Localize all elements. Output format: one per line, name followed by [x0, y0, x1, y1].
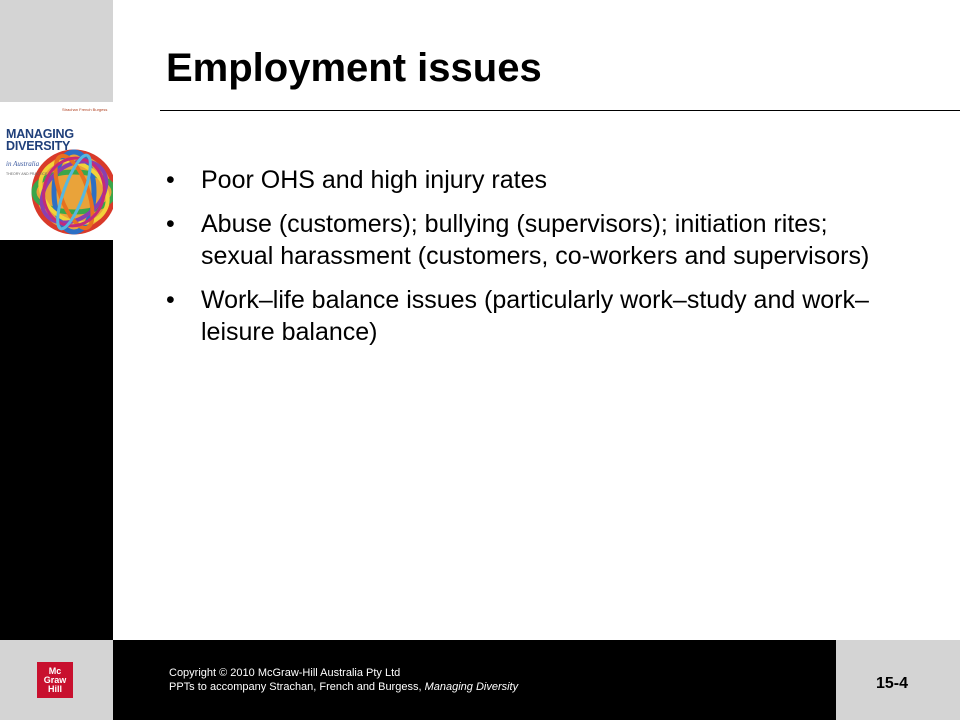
- sidebar-top-panel: [0, 0, 113, 102]
- slide-title: Employment issues: [166, 46, 542, 90]
- cover-title-line2: DIVERSITY: [6, 139, 71, 153]
- page-number: 15-4: [876, 675, 909, 692]
- cover-title-line1: MANAGING: [6, 127, 74, 141]
- mcgraw-hill-logo: [37, 662, 73, 698]
- cover-tagline: THEORY AND PRACTICE: [6, 172, 48, 176]
- bullet-dot: •: [166, 166, 175, 194]
- sidebar-black-panel: [0, 240, 113, 640]
- ppt-note-prefix: PPTs to accompany Strachan, French and Burgess,: [169, 681, 425, 693]
- copyright-text: Copyright © 2010 McGraw-Hill Australia Pty Ltd: [169, 667, 401, 679]
- bullet-item: [166, 164, 906, 196]
- bullet-text: Work–life balance issues (particularly work–study and work–leisure balance): [201, 286, 869, 346]
- footer-credits: [169, 666, 518, 694]
- bullet-list: [166, 164, 906, 360]
- logo-line-3: Hill: [47, 683, 62, 694]
- bullet-item: [166, 208, 906, 272]
- bullet-text: Poor OHS and high injury rates: [201, 166, 548, 194]
- ppt-note: [169, 680, 518, 694]
- cover-subtitle: in Australia: [6, 160, 40, 168]
- ppt-note-book-title: Managing Diversity: [424, 681, 519, 693]
- bullet-dot: •: [166, 210, 175, 238]
- logo-line-1: Mc: [48, 665, 62, 676]
- book-cover: [0, 102, 113, 240]
- logo-line-2: Graw: [43, 674, 67, 685]
- title-divider: [160, 110, 960, 111]
- cover-authors: Strachan French Burgess: [62, 107, 108, 112]
- bullet-item: [166, 284, 906, 348]
- bullet-text: Abuse (customers); bullying (supervisors); initiation rites; sexual harassment (customers, co-workers and supervisors): [201, 210, 870, 270]
- bullet-dot: •: [166, 286, 175, 314]
